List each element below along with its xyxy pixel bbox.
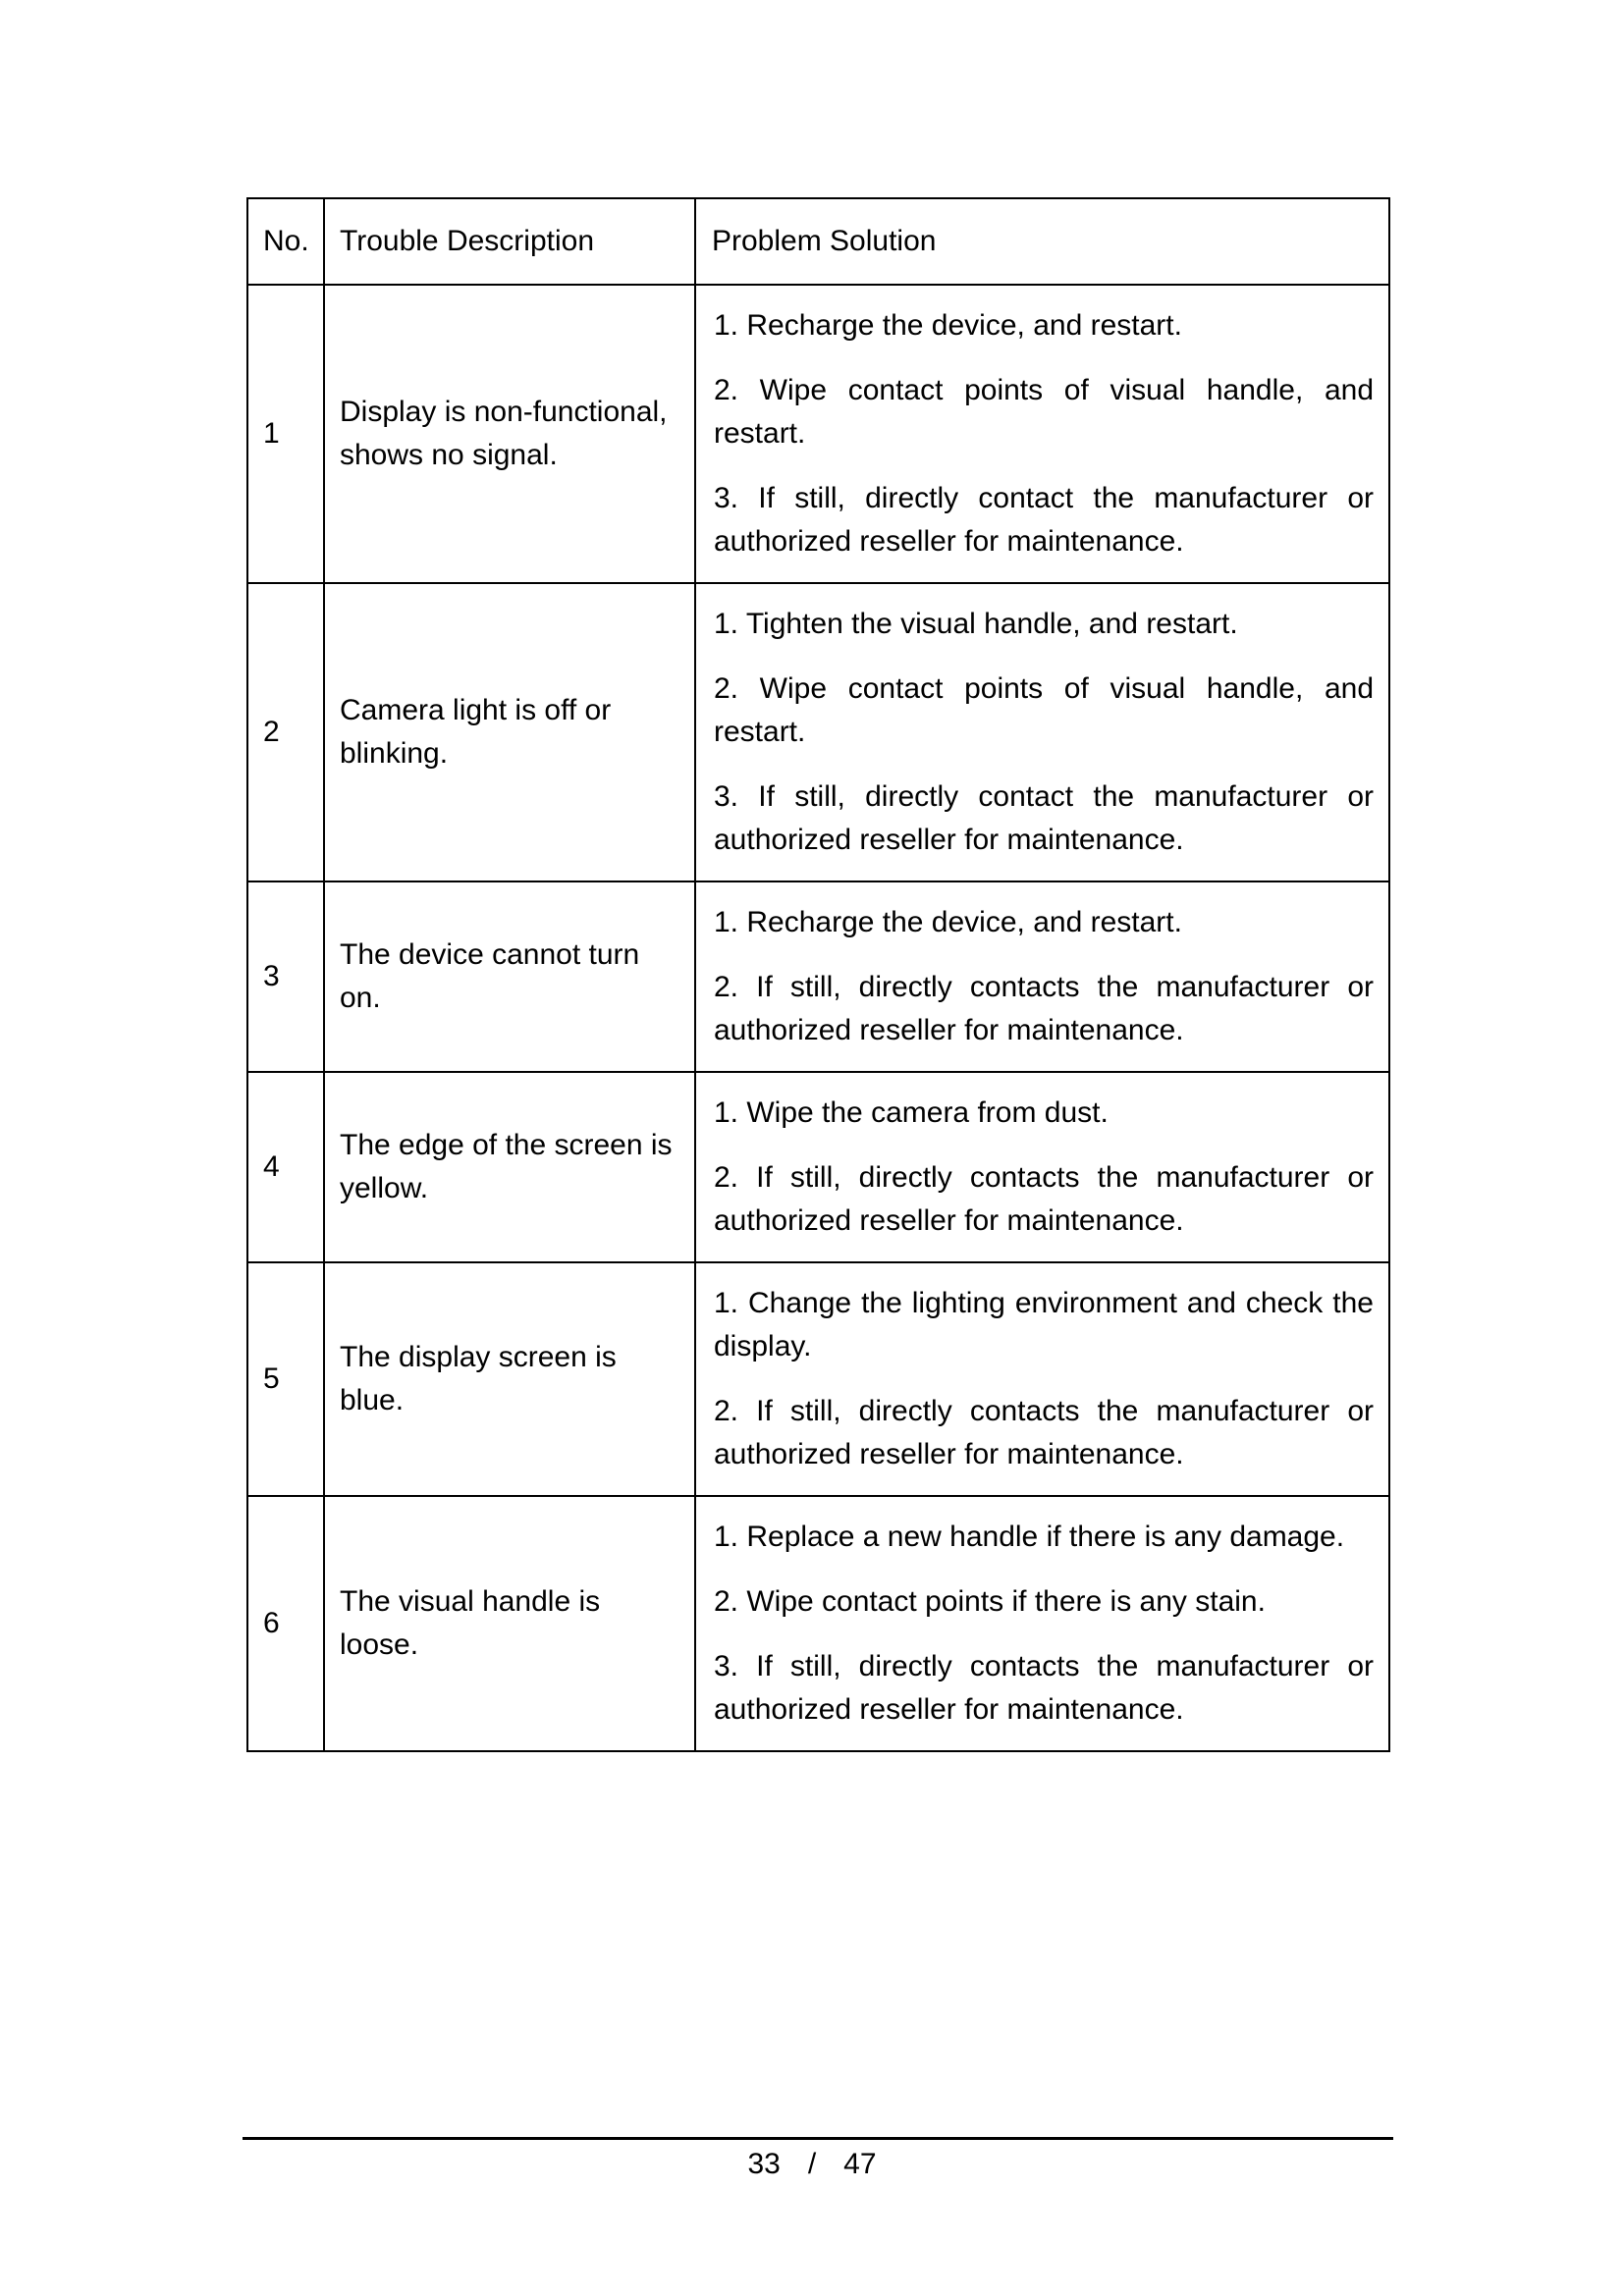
row-number: 2	[247, 583, 324, 881]
column-header-solution: Problem Solution	[695, 198, 1389, 285]
row-number: 3	[247, 881, 324, 1072]
trouble-description: Display is non-functional, shows no signal.	[324, 285, 695, 583]
solution-step: 1. Tighten the visual handle, and restart.	[714, 608, 1238, 640]
row-number: 6	[247, 1496, 324, 1751]
solution-step: 1. Recharge the device, and restart.	[714, 906, 1182, 938]
solution-step: 1. Replace a new handle if there is any damage.	[714, 1521, 1345, 1553]
page-number	[0, 2145, 1624, 2184]
problem-solution	[695, 881, 1389, 1072]
solution-step: 1. Wipe the camera from dust.	[714, 1096, 1109, 1129]
solution-step: 2. If still, directly contacts the manufacturer or authorized reseller for maintenance.	[714, 1161, 1374, 1237]
solution-step: 2. Wipe contact points if there is any stain.	[714, 1585, 1266, 1618]
column-header-no: No.	[247, 198, 324, 285]
solution-step: 2. Wipe contact points of visual handle, and restart.	[714, 672, 1374, 748]
problem-solution	[695, 1072, 1389, 1262]
trouble-description: The display screen is blue.	[324, 1262, 695, 1496]
table-row	[247, 285, 1389, 583]
row-number: 4	[247, 1072, 324, 1262]
problem-solution	[695, 1496, 1389, 1751]
solution-step: 3. If still, directly contact the manufacturer or authorized reseller for maintenance.	[714, 780, 1374, 856]
solution-step: 3. If still, directly contacts the manufacturer or authorized reseller for maintenance.	[714, 1650, 1374, 1726]
problem-solution	[695, 1262, 1389, 1496]
total-pages-number: 47	[843, 2148, 877, 2180]
table-row	[247, 1072, 1389, 1262]
trouble-description: The edge of the screen is yellow.	[324, 1072, 695, 1262]
table-row	[247, 1496, 1389, 1751]
solution-step: 1. Recharge the device, and restart.	[714, 309, 1182, 342]
trouble-description: The device cannot turn on.	[324, 881, 695, 1072]
column-header-description: Trouble Description	[324, 198, 695, 285]
row-number: 1	[247, 285, 324, 583]
footer-divider	[243, 2137, 1393, 2140]
troubleshooting-table	[246, 197, 1390, 1752]
solution-step: 1. Change the lighting environment and check the display.	[714, 1287, 1374, 1362]
current-page-number: 33	[747, 2148, 781, 2180]
trouble-description: The visual handle is loose.	[324, 1496, 695, 1751]
trouble-description: Camera light is off or blinking.	[324, 583, 695, 881]
solution-step: 2. If still, directly contacts the manufacturer or authorized reseller for maintenance.	[714, 971, 1374, 1046]
solution-step: 2. If still, directly contacts the manufacturer or authorized reseller for maintenance.	[714, 1395, 1374, 1470]
table-row	[247, 583, 1389, 881]
problem-solution	[695, 583, 1389, 881]
solution-step: 2. Wipe contact points of visual handle, and restart.	[714, 374, 1374, 450]
table-row	[247, 1262, 1389, 1496]
table-header-row	[247, 198, 1389, 285]
table-row	[247, 881, 1389, 1072]
page-number-separator: /	[807, 2148, 817, 2180]
row-number: 5	[247, 1262, 324, 1496]
problem-solution	[695, 285, 1389, 583]
solution-step: 3. If still, directly contact the manufacturer or authorized reseller for maintenance.	[714, 482, 1374, 558]
